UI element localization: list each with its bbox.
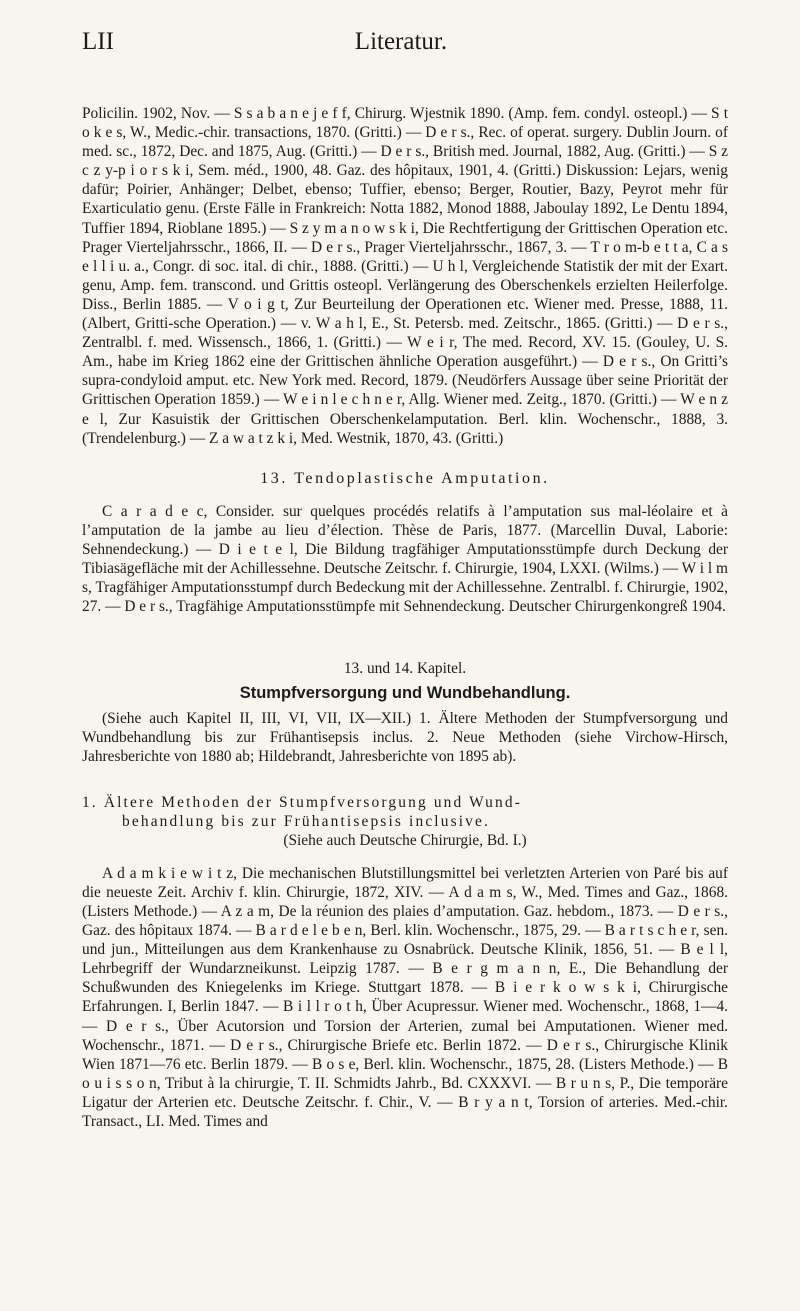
- chapter-title: Stumpfversorgung und Wundbehandlung.: [239, 684, 571, 703]
- reference-paragraph-tendoplastic: C a r a d e c, Consider. sur quelques procédés relatifs à l’amputation sus mal-léolaire et à l’amputation de la jambe au lieu d’élection. Thèse de Paris, 1877. (Marcellin Duval, Laborie: Sehnendeckung.) — D i e t e l, Die Bildung tragfähiger Amputationsstümpfe durch Deckung der Tibiasägefläche mit der Achillessehne. Deutsche Zeitschr. f. Chirurgie, 1904, LXXI. (Wilms.) — W i l m s, Tragfähiger Amputationsstumpf durch Bedeckung mit der Achillessehne. Zentralbl. f. Chirurgie, 1902, 27. — D e r s., Tragfähige Amputationsstümpfe mit Sehnendeckung. Deutscher Chirurgenkongreß 1904.: [82, 502, 728, 616]
- reference-paragraph-older-methods: A d a m k i e w i t z, Die mechanischen Blutstillungsmittel bei verletzten Arterien von Paré bis auf die neueste Zeit. Archiv f. klin. Chirurgie, 1872, XIV. — A d a m s, W., Med. Times and Gaz., 1868. (Listers Methode.) — A z a m, De la réunion des plaies d’amputation. Gaz. hebdom., 1873. — D e r s., Gaz. des hôpitaux 1874. — B a r d e l e b e n, Berl. klin. Wochenschr., 1875, 29. — B a r t s c h e r, sen. und jun., Mitteilungen aus dem Krankenhause zu Osnabrück. Deutsche Klinik, 1856, 51. — B e l l, Lehrbegriff der Wundarzneikunst. Leipzig 1787. — B e r g m a n n, E., Die Behandlung der Schußwunden des Kniegelenks im Kriege. Stuttgart 1878. — B i e r k o w s k i, Chirurgische Erfahrungen. I, Berlin 1847. — B i l l r o t h, Über Acupressur. Wiener med. Wochenschr., 1868, 1—4. — D e r s., Über Acutorsion und Torsion der Arterien, zumal bei Amputationen. Wiener med. Wochenschr., 1871. — D e r s., Chirurgische Briefe etc. Berlin 1872. — D e r s., Chirurgische Klinik Wien 1871—76 etc. Berlin 1879. — B o s e, Berl. klin. Wochenschr., 1875, 28. (Listers Methode.) — B o u i s s o n, Tribut à la chirurgie, T. II. Schmidts Jahrb., Bd. CXXXVI. — B r u n s, P., Die temporäre Ligatur der Arterien etc. Deutsche Zeitschr. f. Chir., V. — B r y a n t, Torsion of arteries. Med.-chir. Transact., LI. Med. Times and: [82, 864, 728, 1131]
- running-head: [82, 28, 728, 68]
- page-number: LII: [82, 28, 114, 55]
- subsection-heading-line2: behandlung bis zur Frühantisepsis inclusive.: [122, 812, 491, 830]
- chapter-number: 13. und 14. Kapitel.: [343, 660, 467, 678]
- subsection-heading-line1: 1. Ältere Methoden der Stumpfversorgung und Wund-: [82, 793, 522, 811]
- running-title: Literatur.: [354, 28, 448, 55]
- reference-paragraph-gritti: Policilin. 1902, Nov. — S s a b a n e j e f f, Chirurg. Wjestnik 1890. (Amp. fem. condyl. osteopl.) — S t o k e s, W., Medic.-chir. transactions, 1870. (Gritti.) — D e r s., Rec. of operat. surgery. Dublin Journ. of med. sc., 1872, Dec. and 1875, Aug. (Gritti.) — D e r s., British med. Journal, 1882, Aug. (Gritti.) — S z c z y-p i o r s k i, Sem. méd., 1900, 48. Gaz. des hôpitaux, 1901, 4. (Gritti.) Diskussion: Lejars, wenig dafür; Poirier, Anhänger; Delbet, ebenso; Tuffier, ebenso; Berger, Routier, Bazy, Peyrot mehr für Exarticulatio genu. (Erste Fälle in Frankreich: Notta 1882, Monod 1888, Jaboulay 1892, Le Dentu 1894, Tuffier 1894, Rioblane 1895.) — S z y m a n o w s k i, Die Rechtfertigung der Grittischen Operation etc. Prager Vierteljahrsschr., 1866, II. — D e r s., Prager Vierteljahrsschr., 1867, 3. — T r o m-b e t t a, C a s e l l i u. a., Congr. di soc. ital. di chir., 1888. (Gritti.) — U h l, Vergleichende Statistik der mit der Exart. genu, Amp. fem. transcond. und Grittis osteopl. Verlängerung des Oberschenkels erzielten Heilerfolge. Diss., Berlin 1885. — V o i g t, Zur Beurteilung der Operationen etc. Wiener med. Presse, 1888, 11. (Albert, Gritti-sche Operation.) — v. W a h l, E., St. Petersb. med. Zeitschr., 1865. (Gritti.) — D e r s., Zentralbl. f. med. Wissensch., 1866, 1. (Gritti.) — W e i r, The med. Record, XV. 15. (Gouley, U. S. Am., habe im Krieg 1862 eine der Grittischen ähnliche Operation ausgeführt.) — D e r s., On Gritti’s supra-condyloid amput. etc. New York med. Record, 1879. (Neudörfers Aussage über seine Priorität der Grittischen Operation 1859.) — W e i n l e c h n e r, Allg. Wiener med. Zeitg., 1870. (Gritti.) — W e n z e l, Zur Kasuistik der Grittischen Oberschenkelamputation. Berl. klin. Wochenschr., 1888, 3. (Trendelenburg.) — Z a w a t z k i, Med. Westnik, 1870, 43. (Gritti.): [82, 105, 728, 447]
- section-heading-tendoplastic: 13. Tendoplastische Amputation.: [260, 469, 550, 487]
- chapter-intro: (Siehe auch Kapitel II, III, VI, VII, IX—XII.) 1. Ältere Methoden der Stumpfversorgung und Wundbehandlung bis zur Frühantisepsis inclus. 2. Neue Methoden (siehe Virchow-Hirsch, Jahresberichte von 1880 ab; Hildebrandt, Jahresberichte von 1895 ab).: [82, 710, 728, 766]
- subsection-heading: [82, 793, 728, 831]
- subsection-note: (Siehe auch Deutsche Chirurgie, Bd. I.): [283, 831, 527, 849]
